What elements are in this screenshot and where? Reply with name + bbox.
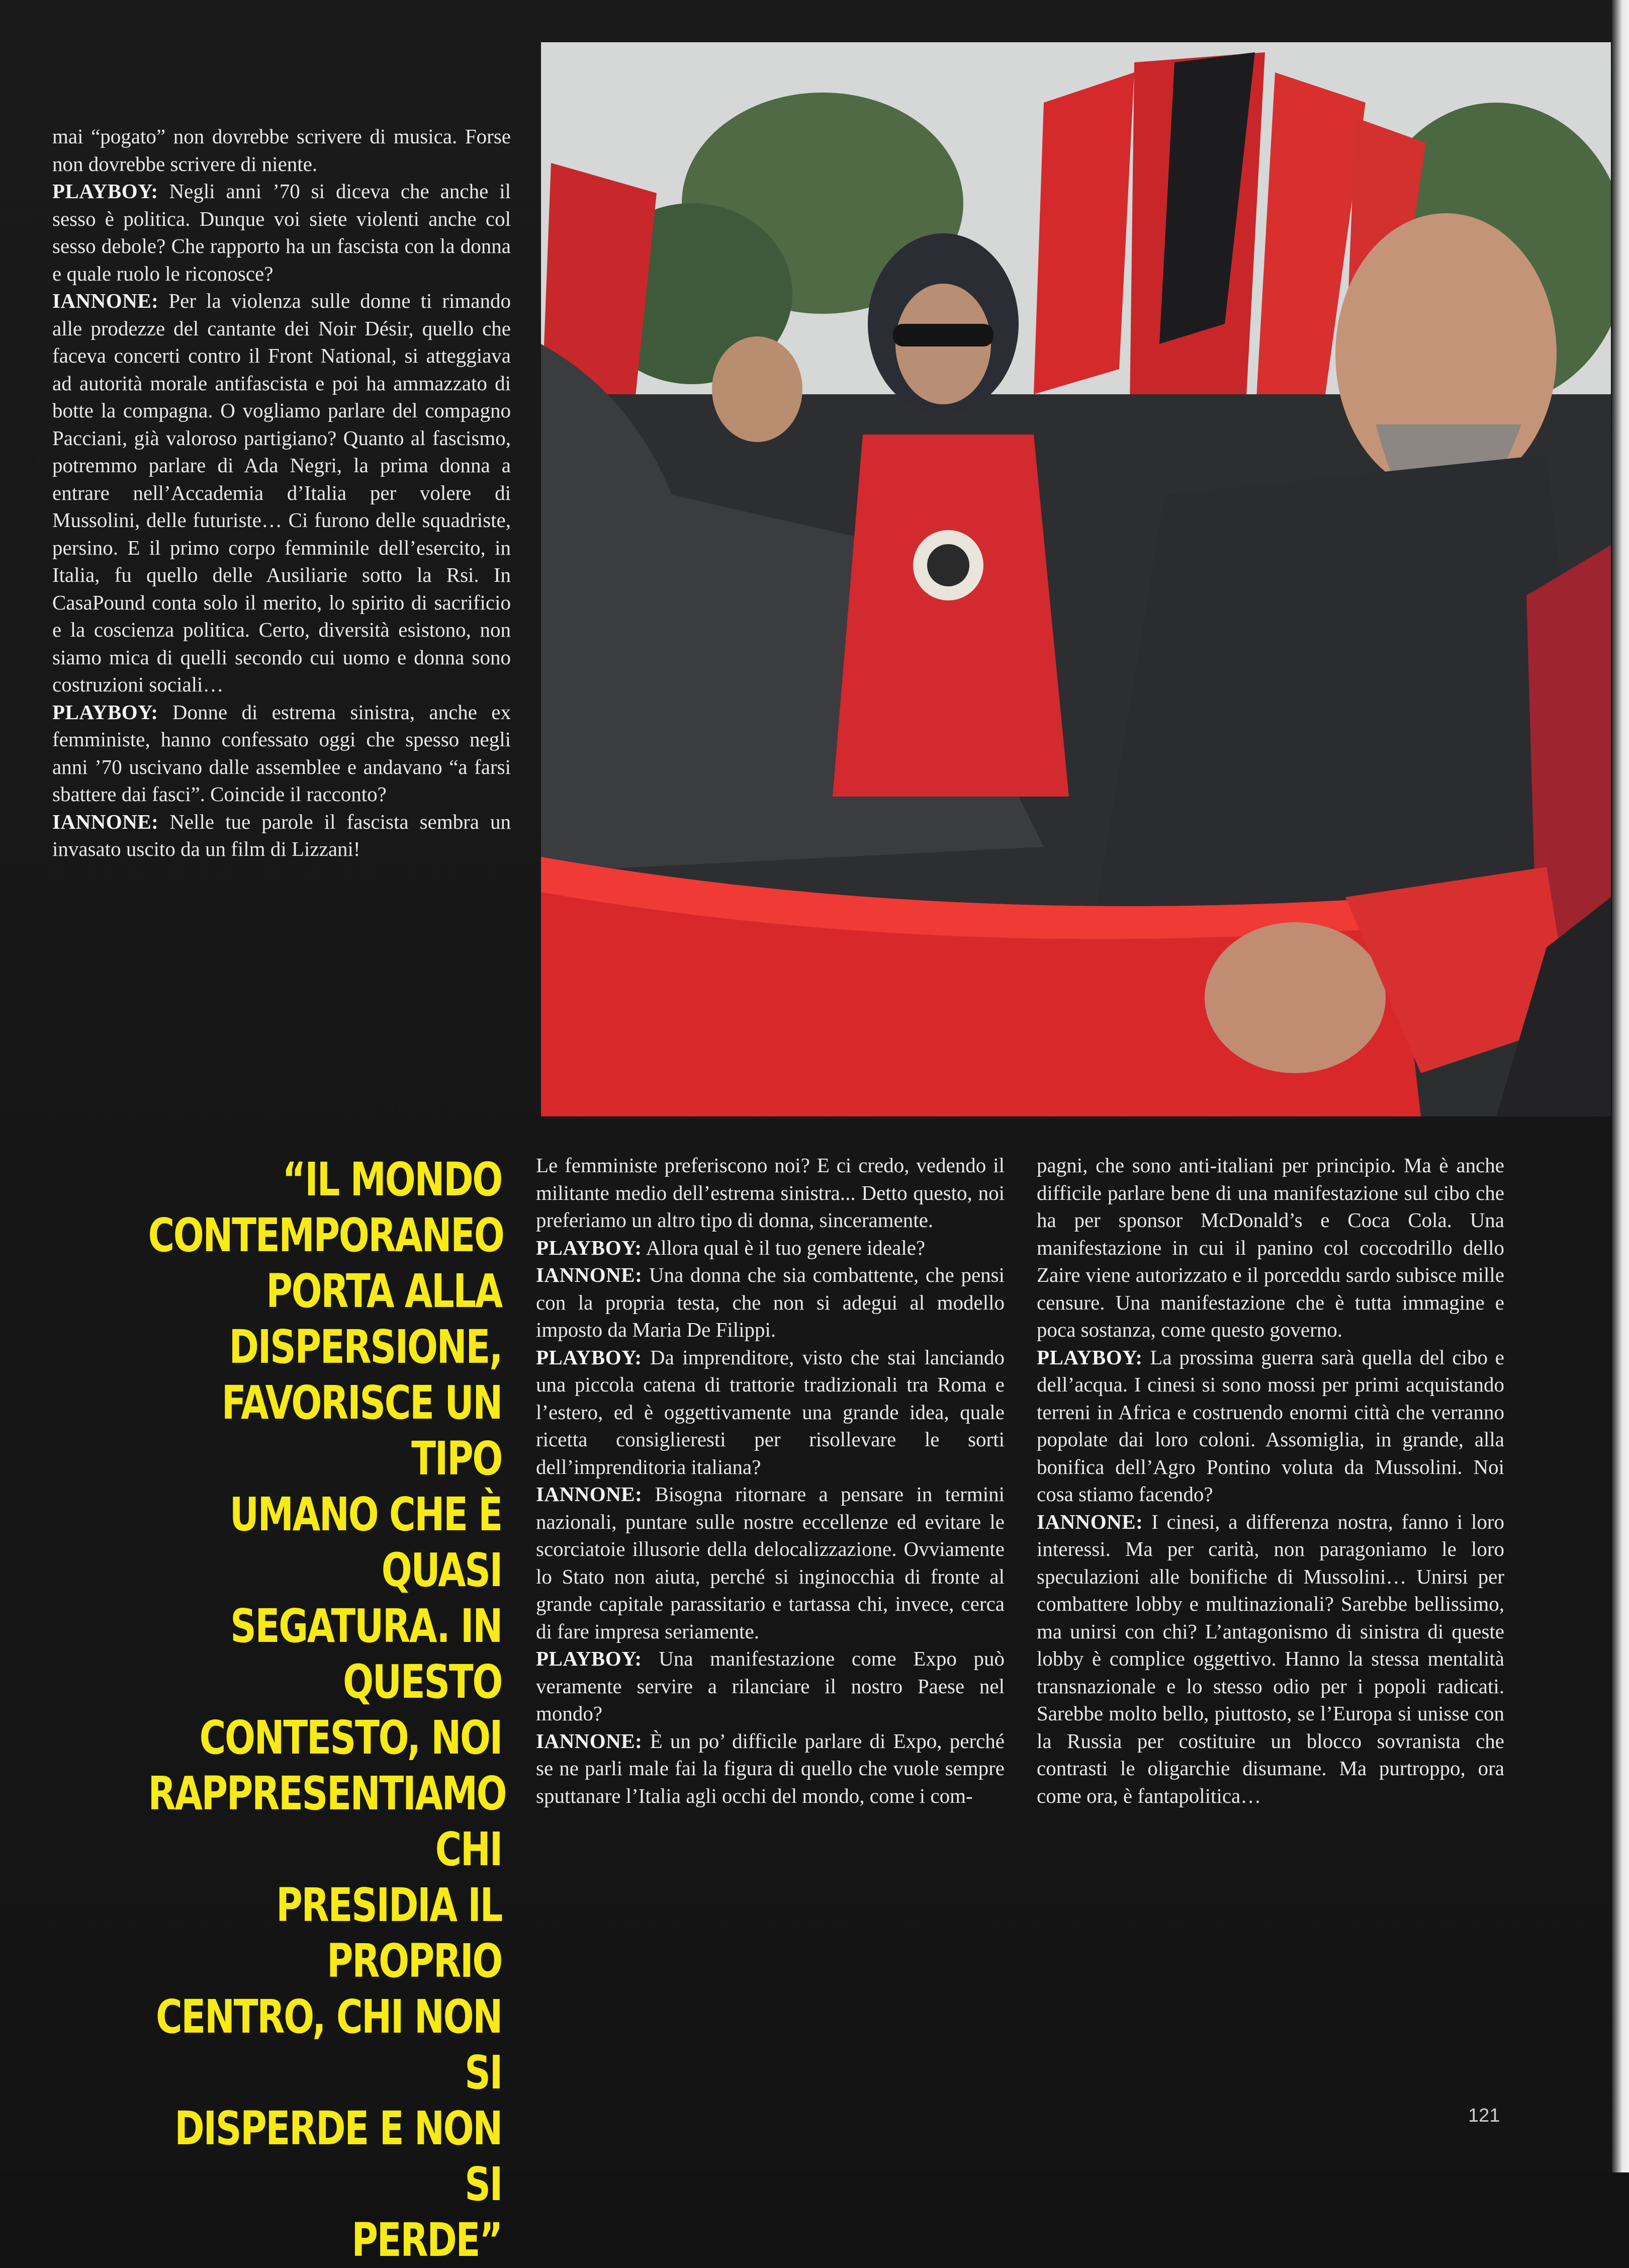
speaker-label: IANNONE: <box>536 1482 643 1506</box>
pull-quote-line: DISPERDE E NON SI <box>174 2102 502 2211</box>
paragraph-text: Allora qual è il tuo genere ideale? <box>646 1236 926 1259</box>
speaker-label: PLAYBOY: <box>1037 1345 1143 1369</box>
paragraph-text: Una donna che sia combattente, che pensi con la propria testa, che non si adegui al modello imposto da Maria De Filippi. <box>536 1263 1005 1341</box>
paragraph-text: Una manifestazione come Expo può veramente servire a rilanciare il nostro Paese nel mondo? <box>536 1647 1005 1725</box>
speaker-label: PLAYBOY: <box>536 1647 642 1670</box>
paragraph-text: Per la violenza sulle donne ti rimando alle prodezze del cantante dei Noir Désir, quello che faceva concerti contro il Front National, si atteggiava ad autorità morale antifascista e poi ha ammazzato di botte la compagna. O vogliamo parlare del compagno Pacciani, già valoroso partigiano? Quanto al fascismo, potremmo parlare di Ada Negri, la prima donna a entrare nell’Accademia d’Italia per volere di Mussolini, delle futuriste… Ci furono delle squadriste, persino. E il primo corpo femminile dell’esercito, in Italia, fu quello delle Ausiliarie sotto la Rsi. In CasaPound conta solo il merito, lo spirito di sacrificio e la coscienza politica. Certo, diversità esistono, non siamo mica di quelli secondo cui uomo e donna sono costruzioni sociali… <box>52 289 511 696</box>
pull-quote-line: FAVORISCE UN TIPO <box>221 1376 502 1486</box>
pull-quote <box>148 1152 506 2268</box>
paragraph-text: È un po’ difficile parlare di Expo, perché se ne parli male fai la figura di quello che vuole sempre sputtanare l’Italia agli occhi del mondo, come i com- <box>536 1729 1005 1807</box>
paragraph-text: Le femministe preferiscono noi? E ci credo, vedendo il militante medio dell’estrema sinistra... Detto questo, noi preferiamo un altro tipo di donna, sinceramente. <box>536 1154 1005 1232</box>
pull-quote-line: DISPERSIONE, <box>229 1320 502 1374</box>
pull-quote-line: PERDE” <box>351 2213 502 2267</box>
page-edge <box>1612 0 1629 2172</box>
paragraph-text: mai “pogato” non dovrebbe scrivere di musica. Forse non dovrebbe scrivere di niente. <box>52 125 511 176</box>
paragraph <box>1037 1344 1504 1508</box>
speaker-label: PLAYBOY: <box>52 700 158 724</box>
paragraph-text: pagni, che sono anti-italiani per principio. Ma è anche difficile parlare bene di una manifestazione sul cibo che ha per sponsor McDonald’s e Coca Cola. Una manifestazione in cui il panino col coccodrillo dello Zaire viene autorizzato e il porceddu sardo subisce mille censure. Una manifestazione che è tutta immagine e poca sostanza, come questo governo. <box>1037 1154 1504 1341</box>
pull-quote-line: “IL MONDO <box>282 1153 502 1206</box>
paragraph <box>536 1344 1005 1481</box>
right-text-column <box>1037 1152 1504 1809</box>
speaker-label: PLAYBOY: <box>536 1345 642 1369</box>
paragraph <box>536 1480 1005 1645</box>
speaker-label: IANNONE: <box>52 289 159 312</box>
paragraph <box>536 1645 1005 1727</box>
paragraph-text: Donne di estrema sinistra, anche ex femministe, hanno confessato oggi che spesso negli anni ’70 uscivano dalle assemblee e andavano “a farsi sbattere dai fasci”. Coincide il racconto? <box>52 700 511 806</box>
paragraph-text: Bisogna ritornare a pensare in termini nazionali, puntare sulle nostre eccellenze ed evitare le scorciatoie illusorie della delocalizzazione. Ovviamente lo Stato non aiuta, perché si inginocchia di fronte al grande capitale parassitario e tartassa chi, invece, cerca di fare impresa seriamente. <box>536 1482 1005 1643</box>
speaker-label: IANNONE: <box>536 1729 643 1753</box>
speaker-label: IANNONE: <box>536 1263 643 1286</box>
pull-quote-line: PORTA ALLA <box>266 1264 502 1318</box>
pull-quote-line: PRESIDIA IL PROPRIO <box>276 1878 502 1988</box>
pull-quote-line: CONTESTO, NOI <box>199 1711 502 1765</box>
paragraph-text: La prossima guerra sarà quella del cibo e dell’acqua. I cinesi si sono mossi per primi acquistando terreni in Africa e costruendo enormi città che verranno popolate dai loro coloni. Assomiglia, in grande, alla bonifica dell’Agro Pontino voluta da Mussolini. Noi cosa stiamo facendo? <box>1037 1345 1505 1506</box>
page-number: 121 <box>1468 2105 1500 2126</box>
paragraph <box>536 1261 1005 1344</box>
paragraph <box>536 1727 1005 1810</box>
pull-quote-area <box>0 0 506 2267</box>
rally-photo <box>541 42 1611 1116</box>
pull-quote-line: CENTRO, CHI NON SI <box>155 1990 502 2100</box>
paragraph-text: I cinesi, a differenza nostra, fanno i loro interessi. Ma per carità, non paragoniamo le loro speculazioni alle bonifiche di Mussolini… Unirsi per combattere lobby e multinazionali? Sarebbe bellissimo, ma unirsi con chi? L’antagonismo di sinistra di queste lobby è complice oggettivo. Hanno la stessa mentalità transnazionale e lo stesso odio per i popoli radicati. Sarebbe molto bello, piuttosto, se l’Europa si unisse con la Russia per costituire un blocco sovranista che contrasti le oligarchie disumane. Ma purtroppo, ora come ora, è fantapolitica… <box>1037 1510 1505 1807</box>
pull-quote-line: UMANO CHE È QUASI <box>229 1488 502 1597</box>
pull-quote-line: RAPPRESENTIAMO CHI <box>148 1767 506 1876</box>
speaker-label: IANNONE: <box>1037 1510 1143 1533</box>
speaker-label: IANNONE: <box>52 810 159 833</box>
speaker-label: PLAYBOY: <box>52 180 158 203</box>
pull-quote-line: SEGATURA. IN QUESTO <box>230 1599 502 1709</box>
paragraph <box>1037 1508 1504 1810</box>
paragraph <box>536 1234 1005 1262</box>
speaker-label: PLAYBOY: <box>536 1236 642 1259</box>
paragraph-text: Da imprenditore, visto che stai lanciando una piccola catena di trattorie tradizionali tra Roma e l’estero, ed è oggettivamente una grande idea, quale ricetta consiglieresti per risollevare le sorti dell’imprenditoria italiana? <box>536 1345 1005 1478</box>
middle-text-column <box>536 1152 1005 1809</box>
paragraph-text: Negli anni ’70 si diceva che anche il sesso è politica. Dunque voi siete violenti anche col sesso debole? Che rapporto ha un fascista con la donna e quale ruolo le riconosce? <box>52 180 511 285</box>
rally-photo-icon <box>541 42 1611 1116</box>
pull-quote-line: CONTEMPORANEO <box>148 1208 504 1262</box>
paragraph <box>536 1152 1005 1234</box>
paragraph <box>1037 1152 1504 1344</box>
paragraph-text: Nelle tue parole il fascista sembra un invasato uscito da un film di Lizzani! <box>52 810 511 860</box>
